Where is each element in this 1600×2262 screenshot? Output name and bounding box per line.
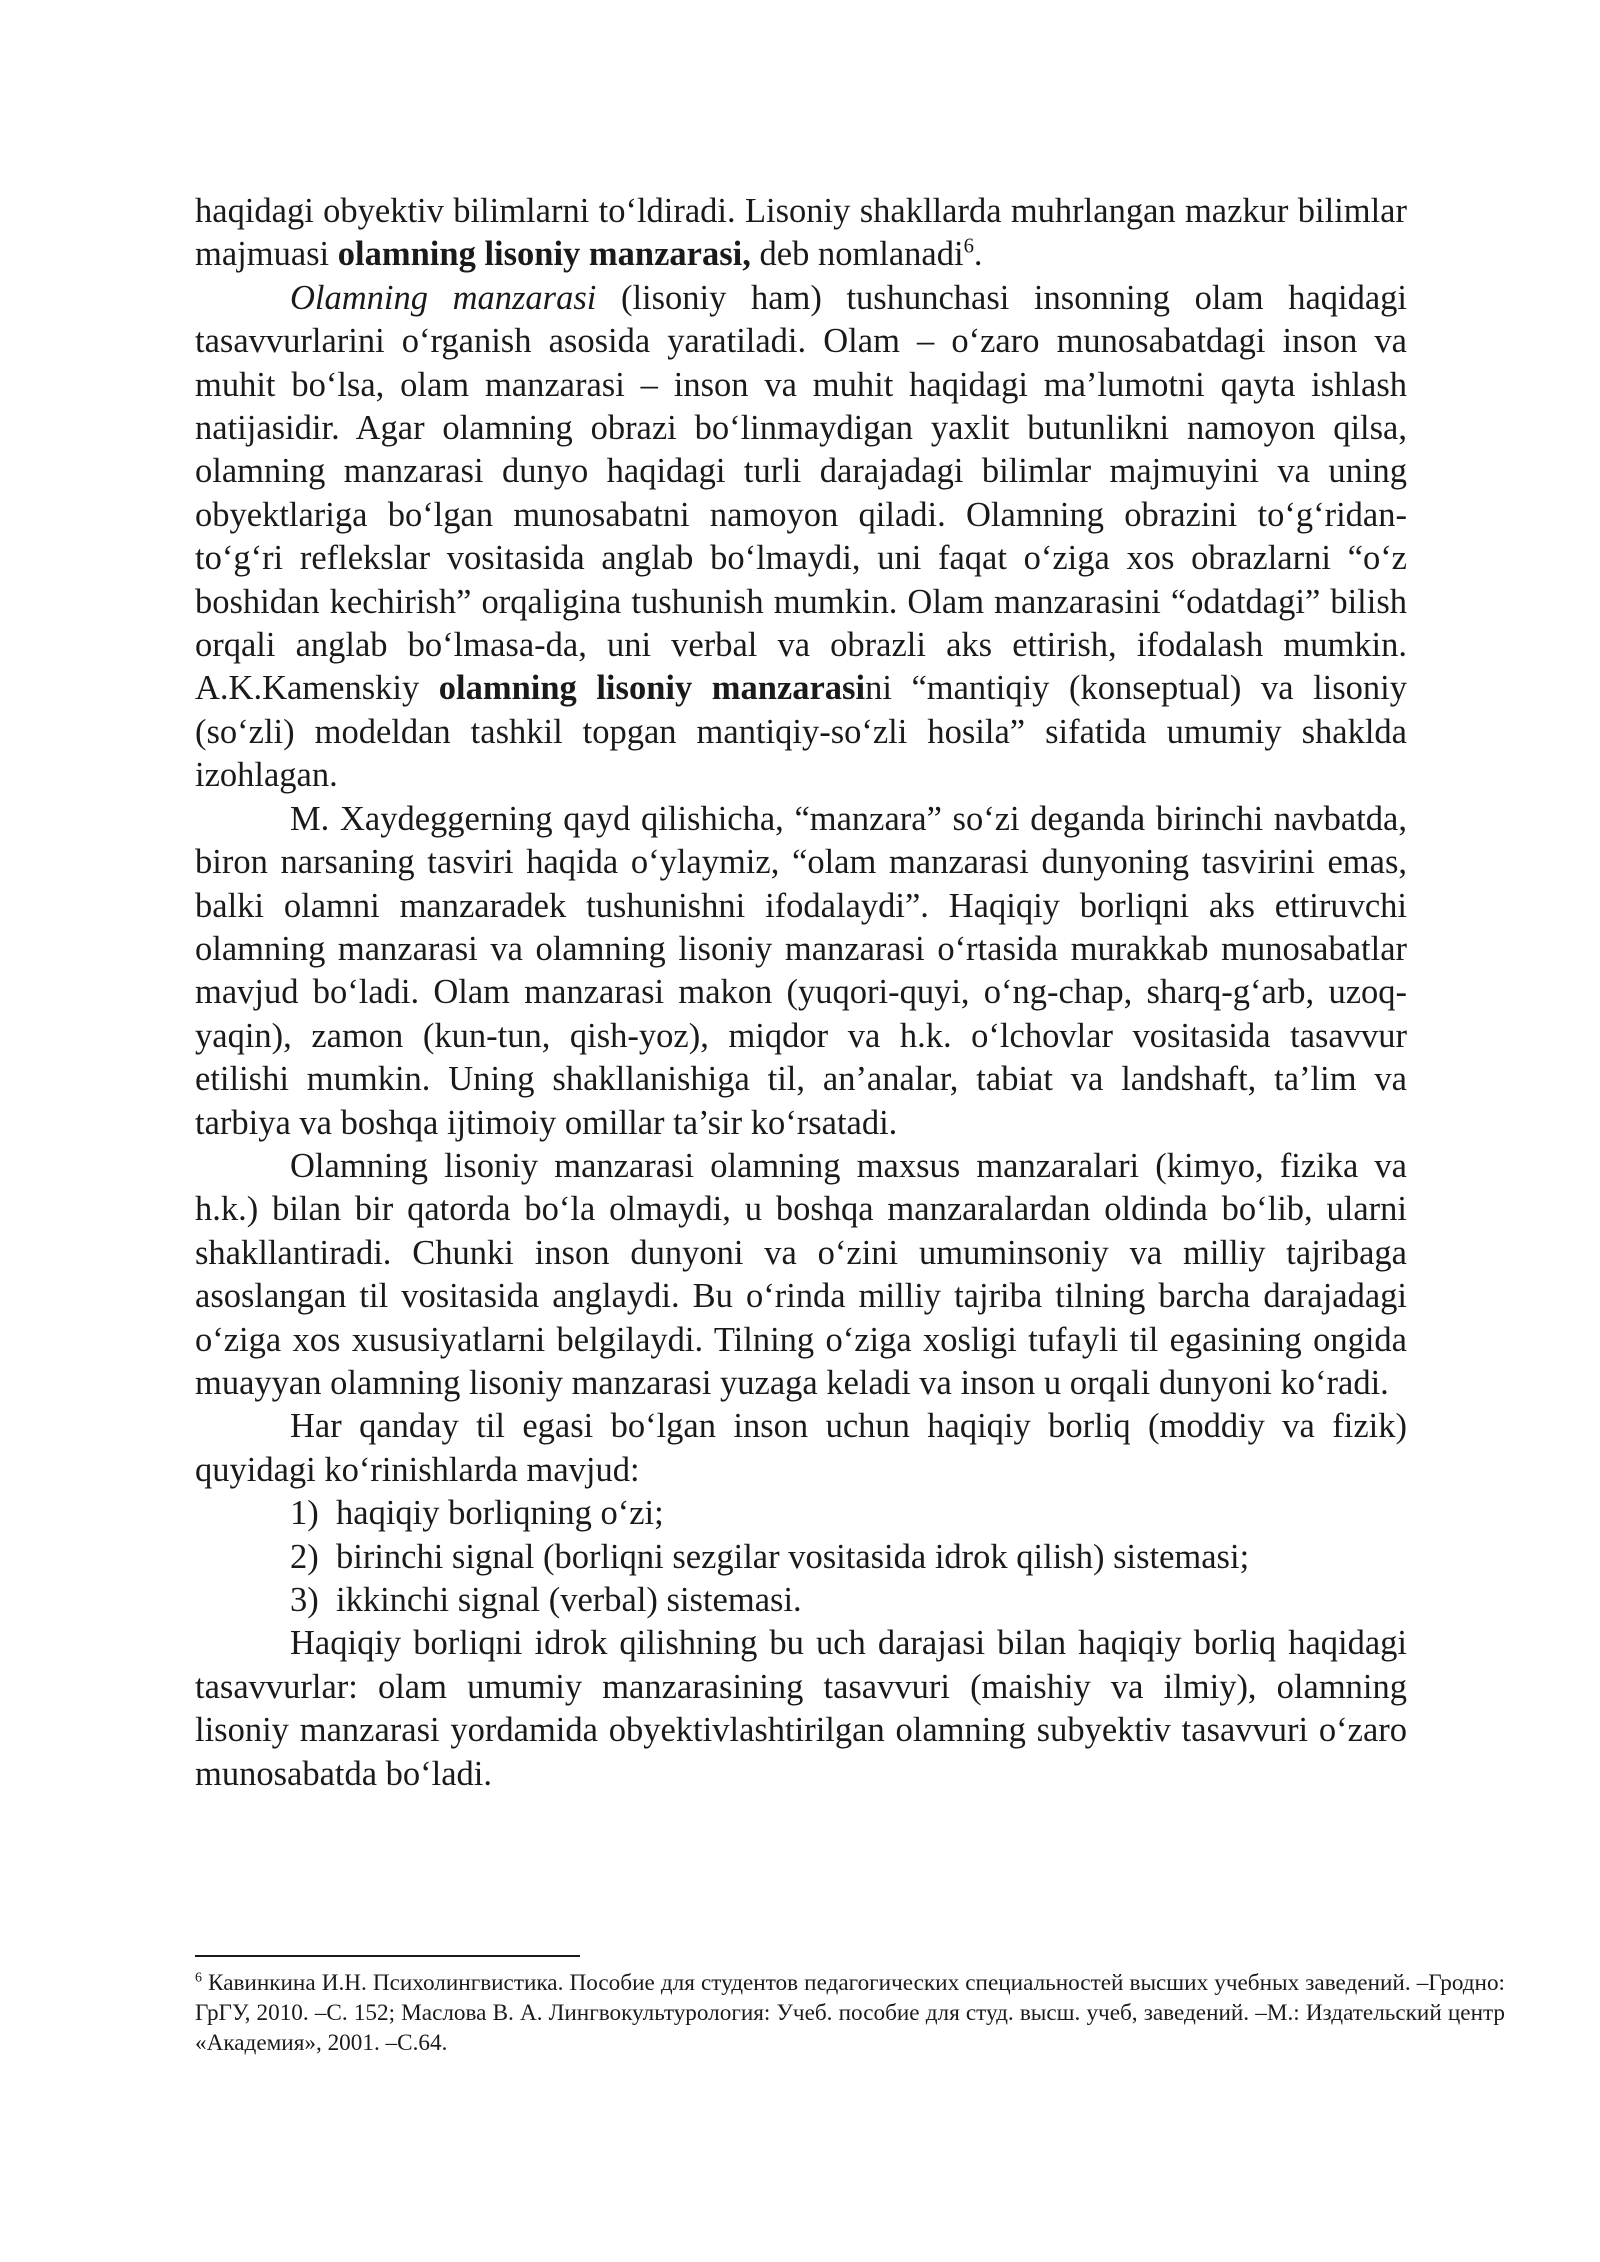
- text-run: haqidagi obyektiv bilimlarni to‘ldiradi. Lisoniy shakllarda muhrlangan mazkur bilimlar majmuasi: [195, 192, 1407, 274]
- numbered-list: [195, 1492, 1407, 1622]
- footnote-marker: 6: [195, 1970, 202, 1986]
- footnote: [195, 1968, 1505, 2058]
- paragraph-5: [195, 1405, 1407, 1492]
- text-run: Har qanday til egasi bo‘lgan inson uchun haqiqiy borliq (moddiy va fizik) quyidagi ko‘rinishlarda mavjud:: [195, 1407, 1407, 1489]
- page-content: [195, 190, 1407, 1796]
- text-run: .: [973, 235, 983, 274]
- footnote-reference: 6: [963, 235, 974, 258]
- list-item: [195, 1492, 1407, 1535]
- list-text: birinchi signal (borliqni sezgilar vositasida idrok qilish) sistemasi;: [336, 1537, 1250, 1576]
- text-run: M. Xaydeggerning qayd qilishicha, “manzara” so‘zi deganda birinchi navbatda, biron narsaning tasviri haqida o‘ylaymiz, “olam manzarasi dunyoning tasvirini emas, balki olamni manzaradek tushunishni ifodalaydi”. Haqiqiy borliqni aks ettiruvchi olamning manzarasi va olamning lisoniy manzarasi o‘rtasida murakkab munosabatlar mavjud bo‘ladi. Olam manzarasi makon (yuqori-quyi, o‘ng-chap, sharq-g‘arb, uzoq-yaqin), zamon (kun-tun, qish-yoz), miqdor va h.k. o‘lchovlar vositasida tasavvur etilishi mumkin. Uning shakllanishiga til, an’analar, tabiat va landshaft, ta’lim va tarbiya va boshqa ijtimoiy omillar ta’sir ko‘rsatadi.: [195, 799, 1407, 1142]
- paragraph-3: [195, 798, 1407, 1145]
- footnote-separator: [195, 1955, 580, 1957]
- text-run: ni “mantiqiy (konseptual) va lisoniy (so‘zli) modeldan tashkil topgan mantiqiy-so‘zli hosila” sifatida umumiy shaklda izohlagan.: [195, 669, 1408, 795]
- footnote-text: Кавинкина И.Н. Психолингвистика. Пособие для студентов педагогических специальностей высших учебных заведений. –Гродно: ГрГУ, 2010. –С. 152; Маслова В. А. Лингвокультурология: Учеб. пособие для студ. высш. учеб, заведений. –М.: Издательский центр «Академия», 2001. –С.64.: [195, 1970, 1505, 2056]
- text-run: Olamning lisoniy manzarasi olamning maxsus manzaralari (kimyo, fizika va h.k.) bilan bir qatorda bo‘la olmaydi, u boshqa manzaralardan oldinda bo‘lib, ularni shakllantiradi. Chunki inson dunyoni va o‘zini umuminsoniy va milliy tajribaga asoslangan til vositasida anglaydi. Bu o‘rinda milliy tajriba tilning barcha darajadagi o‘ziga xos xususiyatlarni belgilaydi. Tilning o‘ziga xosligi tufayli til egasining ongida muayyan olamning lisoniy manzarasi yuzaga keladi va inson u orqali dunyoni ko‘radi.: [195, 1146, 1407, 1402]
- list-text: haqiqiy borliqning o‘zi;: [336, 1494, 664, 1533]
- paragraph-1: [195, 190, 1407, 277]
- list-number: 2): [290, 1537, 319, 1576]
- body-text: [195, 190, 1407, 1796]
- bold-term: olamning lisoniy manzarasi: [438, 669, 866, 708]
- paragraph-6: [195, 1622, 1407, 1796]
- list-number: 1): [290, 1494, 319, 1533]
- list-text: ikkinchi signal (verbal) sistemasi.: [336, 1581, 802, 1619]
- paragraph-2: [195, 277, 1407, 798]
- paragraph-4: [195, 1145, 1407, 1405]
- text-run: (lisoniy ham) tushunchasi insonning olam haqidagi tasavvurlarini o‘rganish asosida yaratiladi. Olam – o‘zaro munosabatdagi inson va muhit bo‘lsa, olam manzarasi – inson va muhit haqidagi ma’lumotni qayta ishlash natijasidir. Agar olamning obrazi bo‘linmaydigan yaxlit butunlikni namoyon qilsa, olamning manzarasi dunyo haqidagi turli darajadagi bilimlar majmuyini va uning obyektlariga bo‘lgan munosabatni namoyon qiladi. Olamning obrazini to‘g‘ridan-to‘g‘ri reflekslar vositasida anglab bo‘lmaydi, uni faqat o‘ziga xos obrazlarni “o‘z boshidan kechirish” orqaligina tushunish mumkin. Olam manzarasini “odatdagi” bilish orqali anglab bo‘lmasa-da, uni verbal va obrazli aks ettirish, ifodalash mumkin. A.K.Kamenskiy: [195, 278, 1407, 708]
- list-number: 3): [290, 1581, 319, 1619]
- list-item: [195, 1579, 1407, 1622]
- text-run: deb nomlanadi: [750, 235, 964, 274]
- text-run: Haqiqiy borliqni idrok qilishning bu uch darajasi bilan haqiqiy borliq haqidagi tasavvurlar: olam umumiy manzarasining tasavvuri (maishiy va ilmiy), olamning lisoniy manzarasi yordamida obyektivlashtirilgan olamning subyektiv tasavvuri o‘zaro munosabatda bo‘ladi.: [195, 1624, 1407, 1793]
- italic-term: Olamning manzarasi: [290, 278, 597, 317]
- list-item: [195, 1536, 1407, 1579]
- bold-term: olamning lisoniy manzarasi,: [337, 235, 751, 274]
